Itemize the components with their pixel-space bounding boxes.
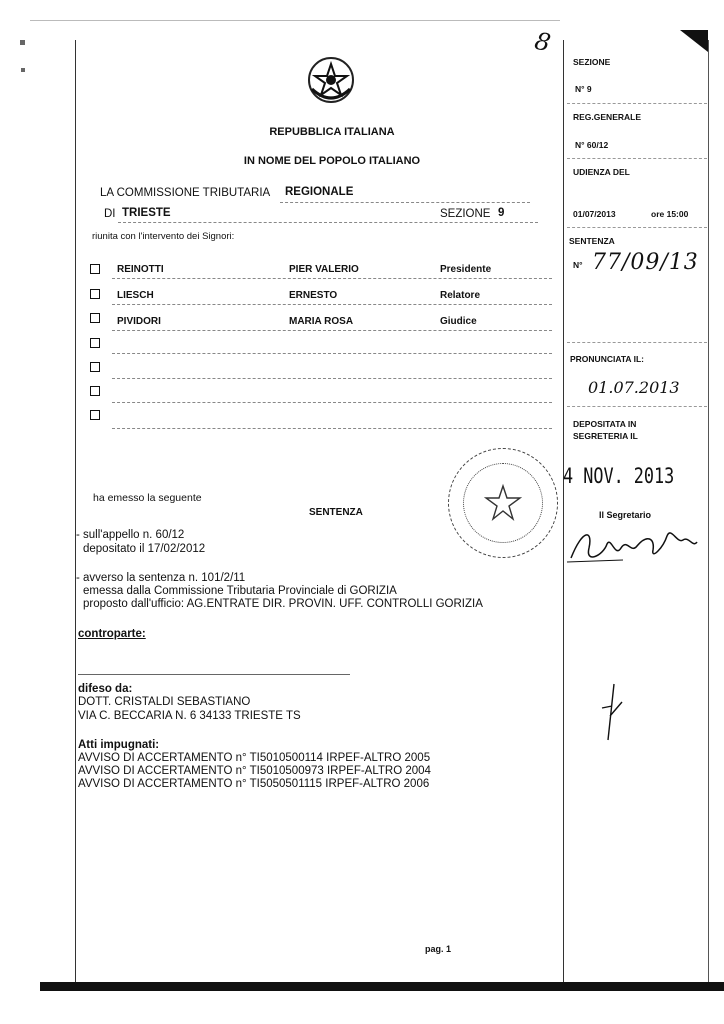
avverso-line-1: - avverso la sentenza n. 101/2/11: [76, 572, 246, 584]
member-role-1: Presidente: [440, 264, 492, 275]
side-sezione-label: SEZIONE: [573, 57, 611, 67]
left-margin-mark-2: [21, 68, 25, 72]
side-rule-3: [567, 227, 707, 228]
side-udienza-date: 01/07/2013: [573, 209, 616, 219]
atti-item-3: AVVISO DI ACCERTAMENTO n° TI5050501115 IRPEF-ALTRO 2006: [78, 778, 430, 790]
member-line-1: [112, 278, 552, 279]
member-line-2: [112, 304, 552, 305]
side-sentenza-prefix: N°: [573, 260, 583, 270]
side-udienza-time: ore 15:00: [651, 209, 689, 219]
side-sezione-value: N° 9: [575, 84, 592, 94]
member-checkbox-4[interactable]: [90, 338, 100, 348]
member-line-7: [112, 428, 552, 429]
side-rule-4: [567, 342, 707, 343]
side-pronunciata-date: 01.07.2013: [588, 378, 680, 397]
city-prefix: DI: [104, 208, 116, 220]
republic-title: REPUBBLICA ITALIANA: [269, 126, 395, 138]
side-depositata-date: 4 NOV. 2013: [563, 464, 675, 488]
city-name: TRIESTE: [122, 207, 171, 219]
member-surname-2: LIESCH: [117, 290, 154, 301]
member-checkbox-2[interactable]: [90, 289, 100, 299]
stamp-star-icon: [483, 483, 523, 523]
composition-intro: riunita con l'intervento dei Signori:: [92, 231, 235, 242]
member-surname-3: PIVIDORI: [117, 316, 161, 327]
avverso-line-3: proposto dall'ufficio: AG.ENTRATE DIR. PROVIN. UFF. CONTROLLI GORIZIA: [83, 598, 483, 610]
left-margin-mark: [20, 40, 25, 45]
section-label: SEZIONE: [440, 208, 491, 220]
difeso-line-1: DOTT. CRISTALDI SEBASTIANO: [78, 696, 251, 708]
member-checkbox-7[interactable]: [90, 410, 100, 420]
member-name-2: ERNESTO: [289, 290, 338, 301]
people-title: IN NOME DEL POPOLO ITALIANO: [243, 155, 421, 167]
section-number: 9: [498, 207, 505, 219]
member-checkbox-5[interactable]: [90, 362, 100, 372]
handwritten-initial: [598, 682, 628, 742]
side-rule-1: [567, 103, 707, 104]
left-frame-line: [75, 40, 76, 985]
corner-fold: [680, 30, 708, 52]
commission-underline: [280, 202, 530, 203]
sentenza-intro: ha emesso la seguente: [93, 492, 202, 504]
side-segretario-label: Il Segretario: [599, 510, 652, 520]
member-line-3: [112, 330, 552, 331]
member-checkbox-6[interactable]: [90, 386, 100, 396]
side-sentenza-number: 77/09/13: [592, 250, 699, 275]
side-reg-value: N° 60/12: [575, 140, 609, 150]
side-sentenza-label: SENTENZA: [569, 236, 615, 246]
controparte-line: [78, 674, 350, 675]
commission-prefix: LA COMMISSIONE TRIBUTARIA: [100, 187, 271, 199]
member-role-2: Relatore: [440, 290, 481, 301]
page-number: pag. 1: [425, 944, 452, 954]
difeso-line-2: VIA C. BECCARIA N. 6 34133 TRIESTE TS: [78, 710, 301, 722]
member-line-5: [112, 378, 552, 379]
side-depositata-label-1: DEPOSITATA IN: [573, 419, 637, 429]
member-line-6: [112, 402, 552, 403]
difeso-label: difeso da:: [78, 683, 133, 695]
member-checkbox-3[interactable]: [90, 313, 100, 323]
side-pronunciata-label: PRONUNCIATA IL:: [570, 354, 644, 364]
member-line-4: [112, 353, 552, 354]
side-reg-label: REG.GENERALE: [573, 112, 642, 122]
official-stamp: [448, 448, 558, 558]
top-edge-line: [30, 20, 560, 21]
member-name-1: PIER VALERIO: [289, 264, 359, 275]
handwritten-page-mark: 8: [532, 26, 554, 58]
appello-line-2: depositato il 17/02/2012: [83, 543, 206, 555]
member-surname-1: REINOTTI: [117, 264, 164, 275]
side-udienza-label: UDIENZA DEL: [573, 167, 630, 177]
atti-label: Atti impugnati:: [78, 739, 160, 751]
side-depositata-label-2: SEGRETERIA IL: [573, 431, 638, 441]
republic-emblem-icon: [306, 55, 356, 105]
secretary-signature: [563, 518, 703, 568]
column-divider-line: [563, 40, 564, 985]
commission-type: REGIONALE: [285, 186, 354, 198]
right-edge-line: [708, 40, 709, 985]
appello-line-1: - sull'appello n. 60/12: [76, 529, 185, 541]
side-rule-2: [567, 158, 707, 159]
member-name-3: MARIA ROSA: [289, 316, 354, 327]
sentenza-title: SENTENZA: [309, 507, 363, 518]
member-role-3: Giudice: [440, 316, 477, 327]
atti-item-2: AVVISO DI ACCERTAMENTO n° TI5010500973 IRPEF-ALTRO 2004: [78, 765, 431, 777]
controparte-label: controparte:: [78, 628, 146, 640]
side-rule-5: [567, 406, 707, 407]
atti-item-1: AVVISO DI ACCERTAMENTO n° TI5010500114 IRPEF-ALTRO 2005: [78, 752, 431, 764]
bottom-scan-bar: [40, 982, 724, 991]
avverso-line-2: emessa dalla Commissione Tributaria Provinciale di GORIZIA: [83, 585, 397, 597]
city-underline: [118, 222, 538, 223]
member-checkbox-1[interactable]: [90, 264, 100, 274]
